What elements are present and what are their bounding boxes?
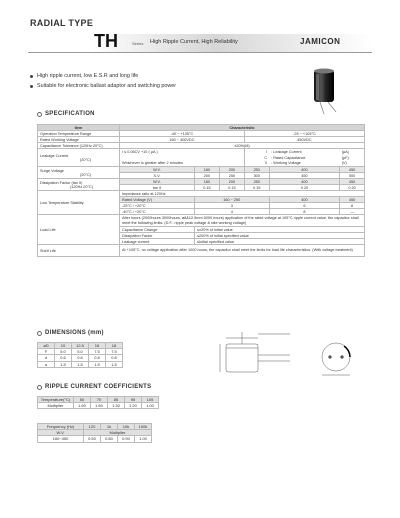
row-label (38, 149, 120, 167)
table-cell: F (38, 349, 55, 355)
row-label: Operation Temperature Range (38, 131, 120, 137)
bullet-icon (30, 85, 33, 88)
table-cell: 200 (219, 179, 244, 185)
table-cell: At +105°C, no voltage application after 1000 hours, the capacitor shall meet the limits for load life characteristics. (With voltage treatment) (120, 245, 365, 257)
header-cell: Temperature(°C) (38, 397, 74, 403)
table-cell: 1.5 (72, 361, 89, 367)
table-row (38, 436, 152, 442)
header-divider (28, 52, 372, 53)
table-cell: 450VDC (244, 137, 364, 143)
row-label: Load Life (38, 215, 120, 245)
row-label (38, 167, 120, 179)
table-cell: ≤±20% of initial value (194, 227, 364, 233)
surge-label: Surge Voltage (40, 168, 64, 173)
header-cell: 50 (74, 397, 91, 403)
table-row (38, 215, 365, 227)
table-cell: 0.6 (72, 355, 89, 361)
table-cell: Impedance ratio at 120Hz (120, 191, 365, 197)
table-cell: 8 (269, 209, 340, 215)
legend-symbol: C (264, 155, 268, 160)
table-cell: 1.5 (106, 361, 123, 367)
dimensions-title: DIMENSIONS (mm) (45, 330, 104, 336)
table-cell: W.V. (120, 167, 195, 173)
table-cell: 1.00 (135, 436, 152, 442)
leakage-formula: I ≤ 0.06CV +10 ( μA ) (120, 149, 245, 155)
table-cell: 200 (194, 173, 219, 179)
legend-unit: (μF) (340, 155, 365, 161)
table-cell: 500 (340, 173, 365, 179)
table-cell: 6 (340, 203, 365, 209)
legend-unit: (μA) (340, 149, 365, 155)
header-cell: Item (38, 125, 120, 131)
table-cell: 400 (269, 179, 340, 185)
table-cell: tan δ (120, 185, 195, 191)
row-label: Low Temperature Stability (38, 191, 120, 215)
header-cell: 95 (125, 397, 142, 403)
header-cell: 100k (135, 424, 152, 430)
section-bullet-icon (37, 112, 42, 117)
table-cell: 1.60 (74, 403, 91, 409)
header-cell: Multiplier (84, 430, 152, 436)
table-cell: 400 (269, 167, 340, 173)
table-cell: Leakage current (120, 239, 195, 245)
brand-logo: JAMICON (300, 37, 341, 46)
table-cell: 0.15 (219, 185, 244, 191)
specification-heading (37, 111, 95, 117)
legend-desc: : Rated Capacitance (271, 155, 306, 160)
table-cell: 160 (194, 167, 219, 173)
table-cell: 0.50 (84, 436, 101, 442)
section-bullet-icon (37, 385, 42, 390)
leakage-label: Leakage Current (40, 153, 69, 158)
table-cell: 1.00 (142, 403, 159, 409)
table-cell: 1.20 (125, 403, 142, 409)
table-cell: 250 (219, 173, 244, 179)
header-cell: 120 (84, 424, 101, 430)
table-cell: 0.15 (244, 185, 269, 191)
table-cell: Dissipation Factor (120, 233, 195, 239)
leakage-temp: (20°C) (80, 157, 92, 162)
specification-table (37, 124, 365, 257)
table-cell: -40°C / +20°C (120, 209, 195, 215)
table-cell: ≤200% of initial specified value (194, 233, 364, 239)
legend-symbol: V (244, 161, 269, 167)
bullet-icon (30, 75, 33, 78)
legend-unit: (V) (340, 161, 365, 167)
table-cell: 4 (194, 209, 269, 215)
feature-item (30, 71, 290, 81)
feature-list (30, 71, 290, 91)
table-cell: 5.0 (55, 349, 72, 355)
series-code: TH (94, 31, 118, 51)
type-label: RADIAL TYPE (30, 18, 94, 28)
row-label: Shelf Life (38, 245, 120, 257)
header-cell: 1k (101, 424, 118, 430)
dimensions-table (37, 342, 123, 368)
surge-temp: (20°C) (80, 172, 92, 177)
table-cell: 160 (194, 179, 219, 185)
header-cell: 10k (118, 424, 135, 430)
header-cell: 18 (106, 343, 123, 349)
table-cell: -25°C / +20°C (120, 203, 195, 209)
header-cell: 12.5 (72, 343, 89, 349)
table-cell: 6 (269, 203, 340, 209)
table-cell: 450 (340, 179, 365, 185)
header-cell: Characteristic (120, 125, 365, 131)
table-cell: d (38, 355, 55, 361)
table-row (38, 361, 123, 367)
table-cell: After hours (2000hours 3000hours, ø8&12.5mm 5000 hours) application of the rated voltage at 105°C ripple current value, the capacitor shall meet the following limits. (D.F.: ripple peak voltage & rate working voltage) (120, 215, 365, 227)
table-cell: 200 (219, 167, 244, 173)
table-cell: — (340, 209, 365, 215)
table-cell: 3 (194, 203, 269, 209)
table-cell: 160 ~ 250 (194, 197, 269, 203)
table-cell: 0.8 (106, 355, 123, 361)
table-cell: -40 ~ +105°C (120, 131, 245, 137)
table-cell: ±20%(M) (120, 143, 365, 149)
ripple-freq-table (37, 423, 152, 443)
table-cell: W.V. (120, 179, 195, 185)
table-cell: 0.8 (89, 355, 106, 361)
table-cell: 0.20 (340, 185, 365, 191)
table-cell: 450 (269, 173, 340, 179)
table-cell: α (38, 361, 55, 367)
table-cell: 450 (340, 197, 365, 203)
table-cell: Capacitance Change (120, 227, 195, 233)
table-cell: -25 ~ +105°C (244, 131, 364, 137)
table-cell: 1.5 (55, 361, 72, 367)
capacitor-photo (310, 66, 350, 116)
table-cell: 300 (244, 173, 269, 179)
ripple-heading (37, 384, 151, 390)
dimension-drawing (212, 328, 372, 378)
table-cell: 0.80 (101, 436, 118, 442)
header-cell: 105 (142, 397, 159, 403)
table-cell: 1.50 (91, 403, 108, 409)
table-cell: 160~450 (38, 436, 84, 442)
legend-symbol: I (244, 149, 269, 155)
specification-title: SPECIFICATION (45, 111, 95, 117)
table-cell: 5.0 (72, 349, 89, 355)
header-cell: 10 (55, 343, 72, 349)
feature-item (30, 81, 290, 91)
header-cell: W.V. (38, 430, 84, 436)
feature-text: High ripple current, low E.S.R and long life (37, 73, 139, 79)
row-label: Capacitance Tolerance (120Hz 20°C) (38, 143, 120, 149)
feature-text: Suitable for electronic ballast adaptor and switching power (37, 83, 177, 89)
dissipation-label: Dissipation Factor (tan δ) (40, 180, 83, 185)
table-cell: 1.5 (89, 361, 106, 367)
legend-desc: : Leakage Current (269, 149, 340, 155)
leakage-note: Whichever is greater after 2 minutes (120, 161, 245, 167)
table-row (38, 245, 365, 257)
header-cell: 16 (89, 343, 106, 349)
table-cell: 450 (340, 167, 365, 173)
table-row (38, 403, 159, 409)
header-cell: 85 (108, 397, 125, 403)
ripple-title: RIPPLE CURRENT COEFFICIENTS (45, 384, 152, 390)
table-cell: 250 (244, 179, 269, 185)
dissipation-temp: (120Hz 20°C) (70, 184, 94, 189)
legend-desc: : Working Voltage (269, 161, 340, 167)
table-cell: 0.6 (55, 355, 72, 361)
ripple-temp-table (37, 396, 159, 409)
series-title: High Ripple Current, High Reliability (150, 39, 238, 45)
table-cell: Multiplier (38, 403, 74, 409)
row-label: Rated Working Voltage (38, 137, 120, 143)
table-cell: 160 ~ 400VDC (120, 137, 245, 143)
table-cell: 0.20 (269, 185, 340, 191)
header-cell: Frequency (Hz) (38, 424, 84, 430)
table-cell: ≤Initial specified value (194, 239, 364, 245)
series-word: Series (132, 41, 144, 46)
table-cell: 1.30 (108, 403, 125, 409)
header-cell: øD (38, 343, 55, 349)
dimensions-heading (37, 330, 104, 336)
header-cell: 70 (91, 397, 108, 403)
table-cell: 0.90 (118, 436, 135, 442)
table-cell: 250 (244, 167, 269, 173)
table-cell: Rated Voltage (V) (120, 197, 195, 203)
table-cell: 400 (269, 197, 340, 203)
table-cell: S.V. (120, 173, 195, 179)
section-bullet-icon (37, 331, 42, 336)
table-cell: 7.5 (106, 349, 123, 355)
table-cell: 7.5 (89, 349, 106, 355)
row-label (38, 179, 120, 191)
table-cell: 0.15 (194, 185, 219, 191)
